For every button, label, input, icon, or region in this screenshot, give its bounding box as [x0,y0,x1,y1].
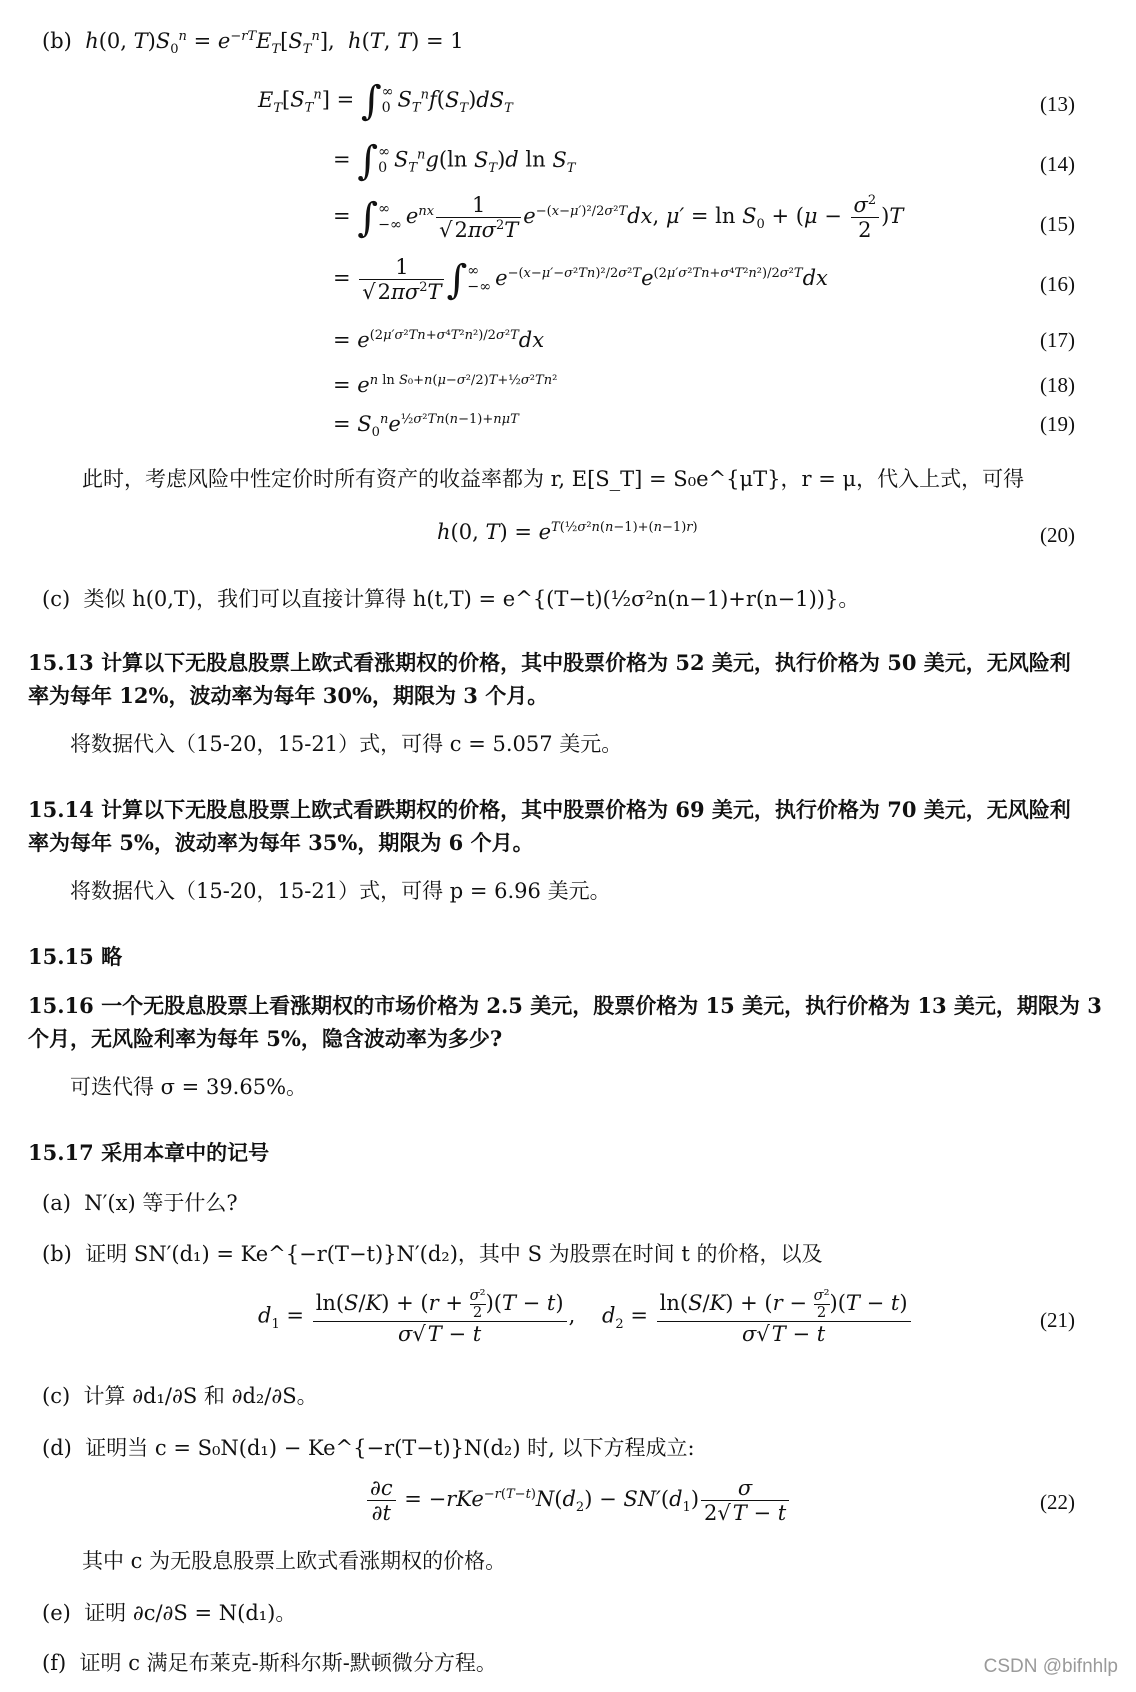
q1514-title-2: 率为每年 5%，波动率为每年 35%，期限为 6 个月。 [28,830,534,855]
equation-19: = $S_0^ne^{\frac{1}{2}\sigma^2Tn(n-1)+n\mu T}$ [333,412,519,441]
q1517-part-b [42,1241,822,1268]
q1517-e-text: 证明 ∂c/∂S = N(d₁)。 [84,1601,297,1625]
eq-number-18: (18) [1040,373,1075,397]
q1517-part-e [42,1600,296,1627]
part-b-label: (b) [42,29,72,53]
watermark: CSDN @bifnhlp [983,1656,1118,1677]
q1517-a-text: N′(x) 等于什么? [84,1191,238,1215]
eq-number-17: (17) [1040,328,1075,352]
equation-21: $d_1$ = ln(S/K) + (r + $\frac{\text{σ²}}{2}$ )(T − t) σ√T − t , $d_2$ = ln(S/K) + (r − $\frac{\text{σ²}}{2}$ )(T − t) σ√T − t [258,1288,913,1346]
part-c-text: 类似 h(0,T)，我们可以直接计算得 h(t,T) = e^{(T−t)(½σ²n(n−1)+r(n−1))}。 [83,587,860,611]
q1516-title: 15.16 一个无股息股票上看涨期权的市场价格为 2.5 美元，股票价格为 15 美元，执行价格为 13 美元，期限为 3 [28,993,1102,1018]
eq-number-19: (19) [1040,412,1075,436]
q1517-c-text: 计算 ∂d₁/∂S 和 ∂d₂/∂S。 [83,1384,318,1408]
q1517-part-d [42,1435,695,1462]
q1514-answer: 将数据代入（15-20，15-21）式，可得 p = 6.96 美元。 [70,879,611,903]
equation-16: = $\frac{1}{√2\pi\sigma^2T}$ ∫ ∞ −∞ $e^{-(x-\mu'-\sigma^2Tn)^2/2\sigma^2T}e^{(2\mu'\sigma^2Tn+\sigma^4T^2n^2)/2\sigma^2T}dx$ [333,255,828,304]
q1517-d-label: (d) [42,1436,72,1460]
eq-number-22: (22) [1040,1490,1075,1514]
part-b-header: (b) h(0, $T)S_0^n = e^{-rT}E_T[S_T^n]$, h(T, T) = 1 [42,29,464,58]
q1517-part-f [42,1650,497,1677]
q1517-part-c [42,1383,318,1410]
q1517-e-label: (e) [42,1601,71,1625]
equation-22: $\frac{\partial c}{\partial t}$ = $-rKe^{-r(T-t)}N(d_2) - SN'(d_1)$ $\frac{\sigma}{2√T - t}$ [365,1476,791,1525]
part-c-line [42,586,859,613]
eq-number-21: (21) [1040,1308,1075,1332]
q1516-title-2: 个月，无风险利率为每年 5%，隐含波动率为多少? [28,1026,503,1051]
risk-neutral-paragraph: 此时，考虑风险中性定价时所有资产的收益率都为 r, E[S_T] = S₀e^{μT}，r = μ，代入上式，可得 [82,467,1025,491]
q1517-d-note: 其中 c 为无股息股票上欧式看涨期权的价格。 [82,1549,507,1573]
q1517-d-text: 证明当 c = S₀N(d₁) − Ke^{−r(T−t)}N(d₂) 时, 以下方程成立: [85,1436,695,1460]
eq-number-13: (13) [1040,92,1075,116]
eq-number-14: (14) [1040,152,1075,176]
equation-13: $E_T[S_T^n]$ = ∫ ∞ 0 $S_T^nf(S_T)dS_T$ [258,78,513,124]
q1513-answer: 将数据代入（15-20，15-21）式，可得 c = 5.057 美元。 [70,732,623,756]
eq-number-16: (16) [1040,272,1075,296]
q1517-c-label: (c) [42,1384,71,1408]
q1517-part-a [42,1190,238,1217]
q1515-title: 15.15 略 [28,944,123,969]
q1517-title: 15.17 采用本章中的记号 [28,1140,270,1165]
q1517-b-label: (b) [42,1242,72,1266]
q1514-title: 15.14 计算以下无股息股票上欧式看跌期权的价格，其中股票价格为 69 美元，执行价格为 70 美元，无风险利 [28,797,1071,822]
eq-number-20: (20) [1040,523,1075,547]
q1513-title: 15.13 计算以下无股息股票上欧式看涨期权的价格，其中股票价格为 52 美元，执行价格为 50 美元，无风险利 [28,650,1071,675]
q1517-a-label: (a) [42,1191,71,1215]
q1517-f-label: (f) [42,1651,67,1675]
equation-20: h(0, $T) = e^{T(\frac{1}{2}\sigma^2n(n-1)+(n-1)r)}$ [437,520,698,544]
equation-14: = ∫ ∞ 0 $S_T^ng(\ln$ $S_T)d$ $\ln S_T$ [333,138,576,184]
eq-number-15: (15) [1040,212,1075,236]
equation-17: = $e^{(2\mu'\sigma^2Tn+\sigma^4T^2n^2)/2\sigma^2T}dx$ [333,328,545,352]
equation-15: = ∫ ∞ −∞ $e^{nx}$ $\frac{1}{√2\pi\sigma^2T}$ $e^{-(x-\mu')^2/2\sigma^2T}dx$, $\mu' = \ln S_0 + (\mu$ − $\frac{\sigma^2}{2}$ )T [333,193,904,242]
part-c-label: (c) [42,587,71,611]
q1516-answer: 可迭代得 σ = 39.65%。 [70,1075,308,1099]
q1517-b-text: 证明 SN′(d₁) = Ke^{−r(T−t)}N′(d₂)，其中 S 为股票在时间 t 的价格，以及 [85,1242,823,1266]
q1517-f-text: 证明 c 满足布莱克-斯科尔斯-默顿微分方程。 [79,1651,497,1675]
q1513-title-2: 率为每年 12%，波动率为每年 30%，期限为 3 个月。 [28,683,549,708]
equation-18: = $e^{n ln S_0+n(\mu-\sigma^2/2)T+\frac{1}{2}\sigma^2Tn^2}$ [333,373,558,397]
